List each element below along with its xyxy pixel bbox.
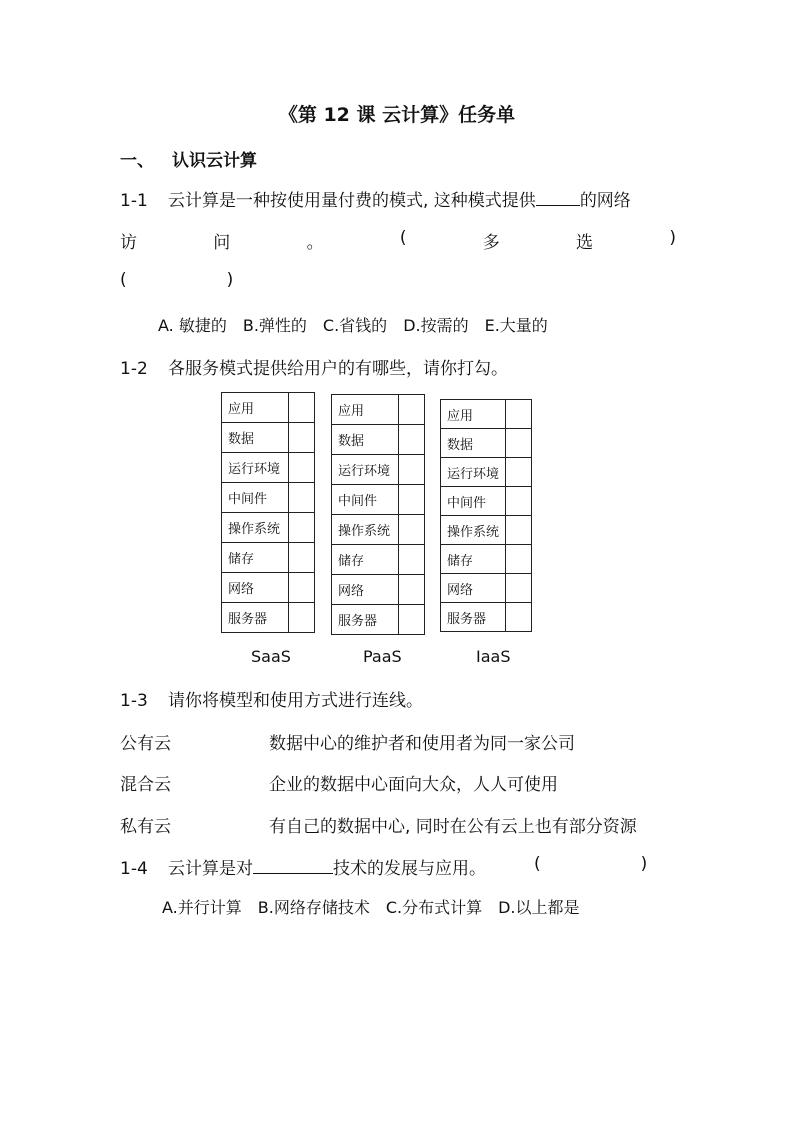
option[interactable]: A. 敏捷的 bbox=[158, 316, 227, 335]
wrap-char: ( bbox=[399, 228, 407, 248]
option[interactable]: C.省钱的 bbox=[322, 316, 388, 335]
layer-cell: 服务器 bbox=[441, 603, 506, 632]
question-text: 请你将模型和使用方式进行连线。 bbox=[168, 691, 423, 711]
layer-cell: 运行环境 bbox=[441, 458, 506, 487]
check-cell[interactable] bbox=[289, 543, 315, 573]
layer-cell: 操作系统 bbox=[332, 515, 399, 545]
layer-cell: 应用 bbox=[441, 400, 506, 429]
option[interactable]: C.分布式计算 bbox=[385, 898, 483, 917]
question-text: 云计算是对 bbox=[168, 859, 253, 879]
saas-table bbox=[221, 392, 315, 633]
layer-cell: 操作系统 bbox=[222, 513, 289, 543]
cloud-type-private[interactable]: 私有云 bbox=[120, 817, 171, 837]
cloud-type-public[interactable]: 公有云 bbox=[120, 734, 171, 754]
check-cell[interactable] bbox=[399, 455, 425, 485]
section-number: 一、 bbox=[120, 151, 154, 171]
check-cell[interactable] bbox=[289, 573, 315, 603]
layer-cell: 操作系统 bbox=[441, 516, 506, 545]
paas-table bbox=[331, 394, 425, 635]
check-cell[interactable] bbox=[289, 423, 315, 453]
check-cell[interactable] bbox=[289, 603, 315, 633]
model-label-saas: SaaS bbox=[251, 647, 291, 666]
layer-cell: 服务器 bbox=[332, 605, 399, 635]
layer-cell: 中间件 bbox=[222, 483, 289, 513]
option[interactable]: E.大量的 bbox=[484, 316, 548, 335]
wrap-char: 多 bbox=[482, 233, 500, 253]
usage-description[interactable]: 数据中心的维护者和使用者为同一家公司 bbox=[269, 734, 575, 754]
check-cell[interactable] bbox=[399, 485, 425, 515]
check-cell[interactable] bbox=[506, 603, 532, 632]
usage-description[interactable]: 有自己的数据中心, 同时在公有云上也有部分资源 bbox=[269, 817, 637, 837]
bracket-open: ( bbox=[120, 270, 127, 290]
check-cell[interactable] bbox=[506, 429, 532, 458]
check-cell[interactable] bbox=[399, 605, 425, 635]
options-1-1 bbox=[158, 313, 564, 336]
layer-cell: 储存 bbox=[332, 545, 399, 575]
layer-cell: 数据 bbox=[222, 423, 289, 453]
wrap-char: 问 bbox=[213, 233, 231, 253]
check-cell[interactable] bbox=[399, 575, 425, 605]
layer-cell: 数据 bbox=[332, 425, 399, 455]
layer-cell: 应用 bbox=[222, 393, 289, 423]
check-cell[interactable] bbox=[289, 393, 315, 423]
wrap-char: ) bbox=[669, 228, 676, 248]
wrap-char: 。 bbox=[306, 233, 324, 253]
question-number: 1-4 bbox=[120, 859, 148, 879]
option[interactable]: D.按需的 bbox=[403, 316, 469, 335]
options-1-4 bbox=[162, 895, 596, 918]
question-1-1 bbox=[120, 186, 631, 211]
check-cell[interactable] bbox=[289, 483, 315, 513]
bracket-close: ) bbox=[226, 270, 234, 290]
question-text: 各服务模式提供给用户的有哪些，请你打勾。 bbox=[168, 359, 508, 379]
iaas-table bbox=[440, 399, 532, 632]
layer-cell: 中间件 bbox=[441, 487, 506, 516]
answer-bracket-1-4[interactable] bbox=[534, 854, 647, 874]
model-label-paas: PaaS bbox=[363, 647, 402, 666]
check-cell[interactable] bbox=[399, 395, 425, 425]
question-number: 1-1 bbox=[120, 191, 148, 211]
layer-cell: 网络 bbox=[332, 575, 399, 605]
layer-cell: 应用 bbox=[332, 395, 399, 425]
layer-cell: 运行环境 bbox=[332, 455, 399, 485]
layer-cell: 中间件 bbox=[332, 485, 399, 515]
answer-bracket-1-1[interactable] bbox=[120, 270, 233, 290]
layer-cell: 网络 bbox=[222, 573, 289, 603]
wrap-char: 访 bbox=[120, 233, 137, 253]
layer-cell: 数据 bbox=[441, 429, 506, 458]
check-cell[interactable] bbox=[289, 453, 315, 483]
fill-blank[interactable] bbox=[536, 204, 580, 206]
check-cell[interactable] bbox=[506, 574, 532, 603]
question-1-2 bbox=[120, 354, 508, 379]
layer-cell: 储存 bbox=[222, 543, 289, 573]
option[interactable]: B.弹性的 bbox=[242, 316, 307, 335]
question-1-3 bbox=[120, 686, 423, 711]
usage-description[interactable]: 企业的数据中心面向大众，人人可使用 bbox=[269, 775, 558, 795]
question-1-4 bbox=[120, 854, 486, 879]
check-cell[interactable] bbox=[399, 545, 425, 575]
layer-cell: 服务器 bbox=[222, 603, 289, 633]
question-number: 1-2 bbox=[120, 359, 148, 379]
check-cell[interactable] bbox=[506, 545, 532, 574]
fill-blank[interactable] bbox=[253, 872, 333, 874]
check-cell[interactable] bbox=[506, 458, 532, 487]
layer-cell: 储存 bbox=[441, 545, 506, 574]
check-cell[interactable] bbox=[506, 400, 532, 429]
bracket-close: ) bbox=[640, 854, 648, 874]
check-cell[interactable] bbox=[289, 513, 315, 543]
cloud-type-hybrid[interactable]: 混合云 bbox=[120, 775, 171, 795]
question-1-1-wrap-line bbox=[120, 228, 676, 253]
wrap-char: 选 bbox=[576, 233, 594, 253]
page-title: 《第 12 课 云计算》任务单 bbox=[278, 104, 516, 126]
layer-cell: 网络 bbox=[441, 574, 506, 603]
check-cell[interactable] bbox=[399, 425, 425, 455]
model-label-iaas: IaaS bbox=[476, 647, 511, 666]
question-number: 1-3 bbox=[120, 691, 148, 711]
layer-cell: 运行环境 bbox=[222, 453, 289, 483]
section-label: 认识云计算 bbox=[172, 151, 257, 171]
option[interactable]: B.网络存储技术 bbox=[257, 898, 370, 917]
check-cell[interactable] bbox=[506, 487, 532, 516]
check-cell[interactable] bbox=[399, 515, 425, 545]
question-text-tail: 的网络 bbox=[579, 191, 631, 211]
bracket-open: ( bbox=[534, 854, 541, 874]
section-heading bbox=[120, 146, 257, 171]
check-cell[interactable] bbox=[506, 516, 532, 545]
question-text: 云计算是一种按使用量付费的模式, 这种模式提供 bbox=[168, 191, 536, 211]
option[interactable]: D.以上都是 bbox=[498, 898, 580, 917]
question-text-tail: 技术的发展与应用。 bbox=[333, 859, 486, 879]
option[interactable]: A.并行计算 bbox=[162, 898, 242, 917]
